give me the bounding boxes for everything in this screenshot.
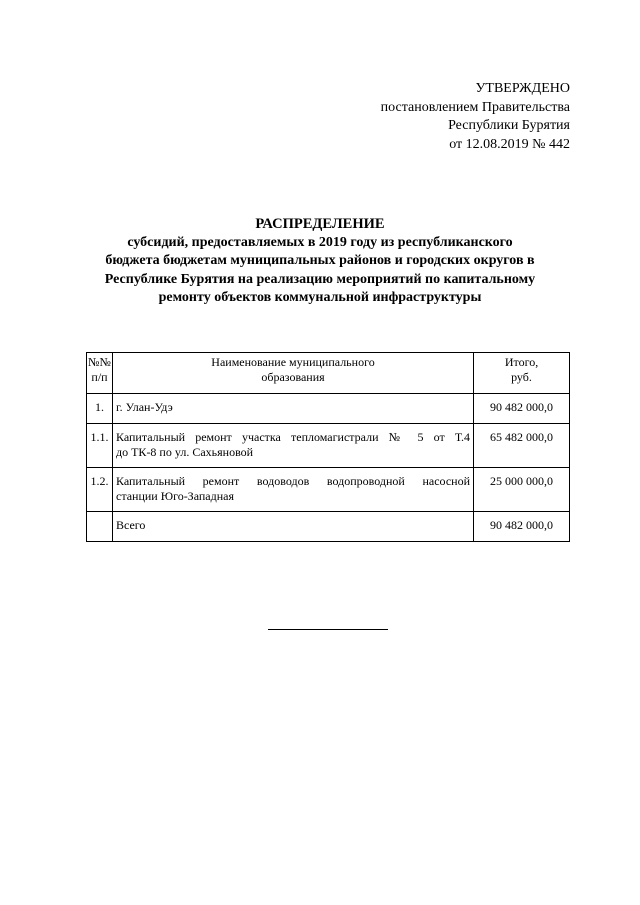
header-number-label: п/п [91,370,108,384]
row-name-line: станции Юго-Западная [116,489,234,503]
approval-date-number: от 12.08.2019 № 442 [449,136,570,152]
row-name-line: Капитальный ремонт участка тепломагистрали № 5 от Т.4 [116,430,470,444]
row-name [113,512,474,542]
document-title-main: РАСПРЕДЕЛЕНИЕ [255,216,385,232]
row-sum: 90 482 000,0 [474,394,570,424]
table-row [87,424,570,468]
row-name-line: Капитальный ремонт водоводов водопроводной насосной [116,474,470,488]
row-name [113,424,474,468]
table-row [87,468,570,512]
header-name-cell [113,353,474,394]
row-number: 1. [87,394,113,424]
row-name-line: до ТК-8 по ул. Сахьяновой [116,445,254,459]
distribution-table [86,352,570,542]
document-subtitle-line: субсидий, предоставляемых в 2019 году из республиканского [127,235,513,251]
header-name-label: Наименование муниципального [211,355,375,369]
header-sum-cell [474,353,570,394]
document-subtitle-line: ремонту объектов коммунальной инфраструктуры [158,289,482,305]
row-sum: 25 000 000,0 [474,468,570,512]
approval-title: УТВЕРЖДЕНО [475,81,570,96]
table-row [87,394,570,424]
row-sum: 65 482 000,0 [474,424,570,468]
row-number: 1.1. [87,424,113,468]
document-subtitle-line: бюджета бюджетам муниципальных районов и городских округов в [105,253,535,269]
header-name-label: образования [261,370,325,384]
row-number: 1.2. [87,468,113,512]
table-header-row [87,353,570,394]
header-number-label: №№ [88,355,111,369]
table-row [87,512,570,542]
header-number-cell [87,353,113,394]
approval-region: Республики Бурятия [448,118,570,133]
row-name-line: Всего [116,518,146,532]
header-sum-label: Итого, [504,355,539,369]
row-name [113,394,474,424]
approval-issuer: постановлением Правительства [380,99,570,115]
document-subtitle-line: Республике Бурятия на реализацию мероприятий по капитальному [104,271,536,287]
row-number [87,512,113,542]
document-title [70,215,570,307]
row-name [113,468,474,512]
header-sum-label: руб. [511,370,532,384]
row-name-line: г. Улан-Удэ [116,400,173,414]
row-sum: 90 482 000,0 [474,512,570,542]
approval-stamp [381,80,570,154]
closing-divider-line [268,629,388,630]
